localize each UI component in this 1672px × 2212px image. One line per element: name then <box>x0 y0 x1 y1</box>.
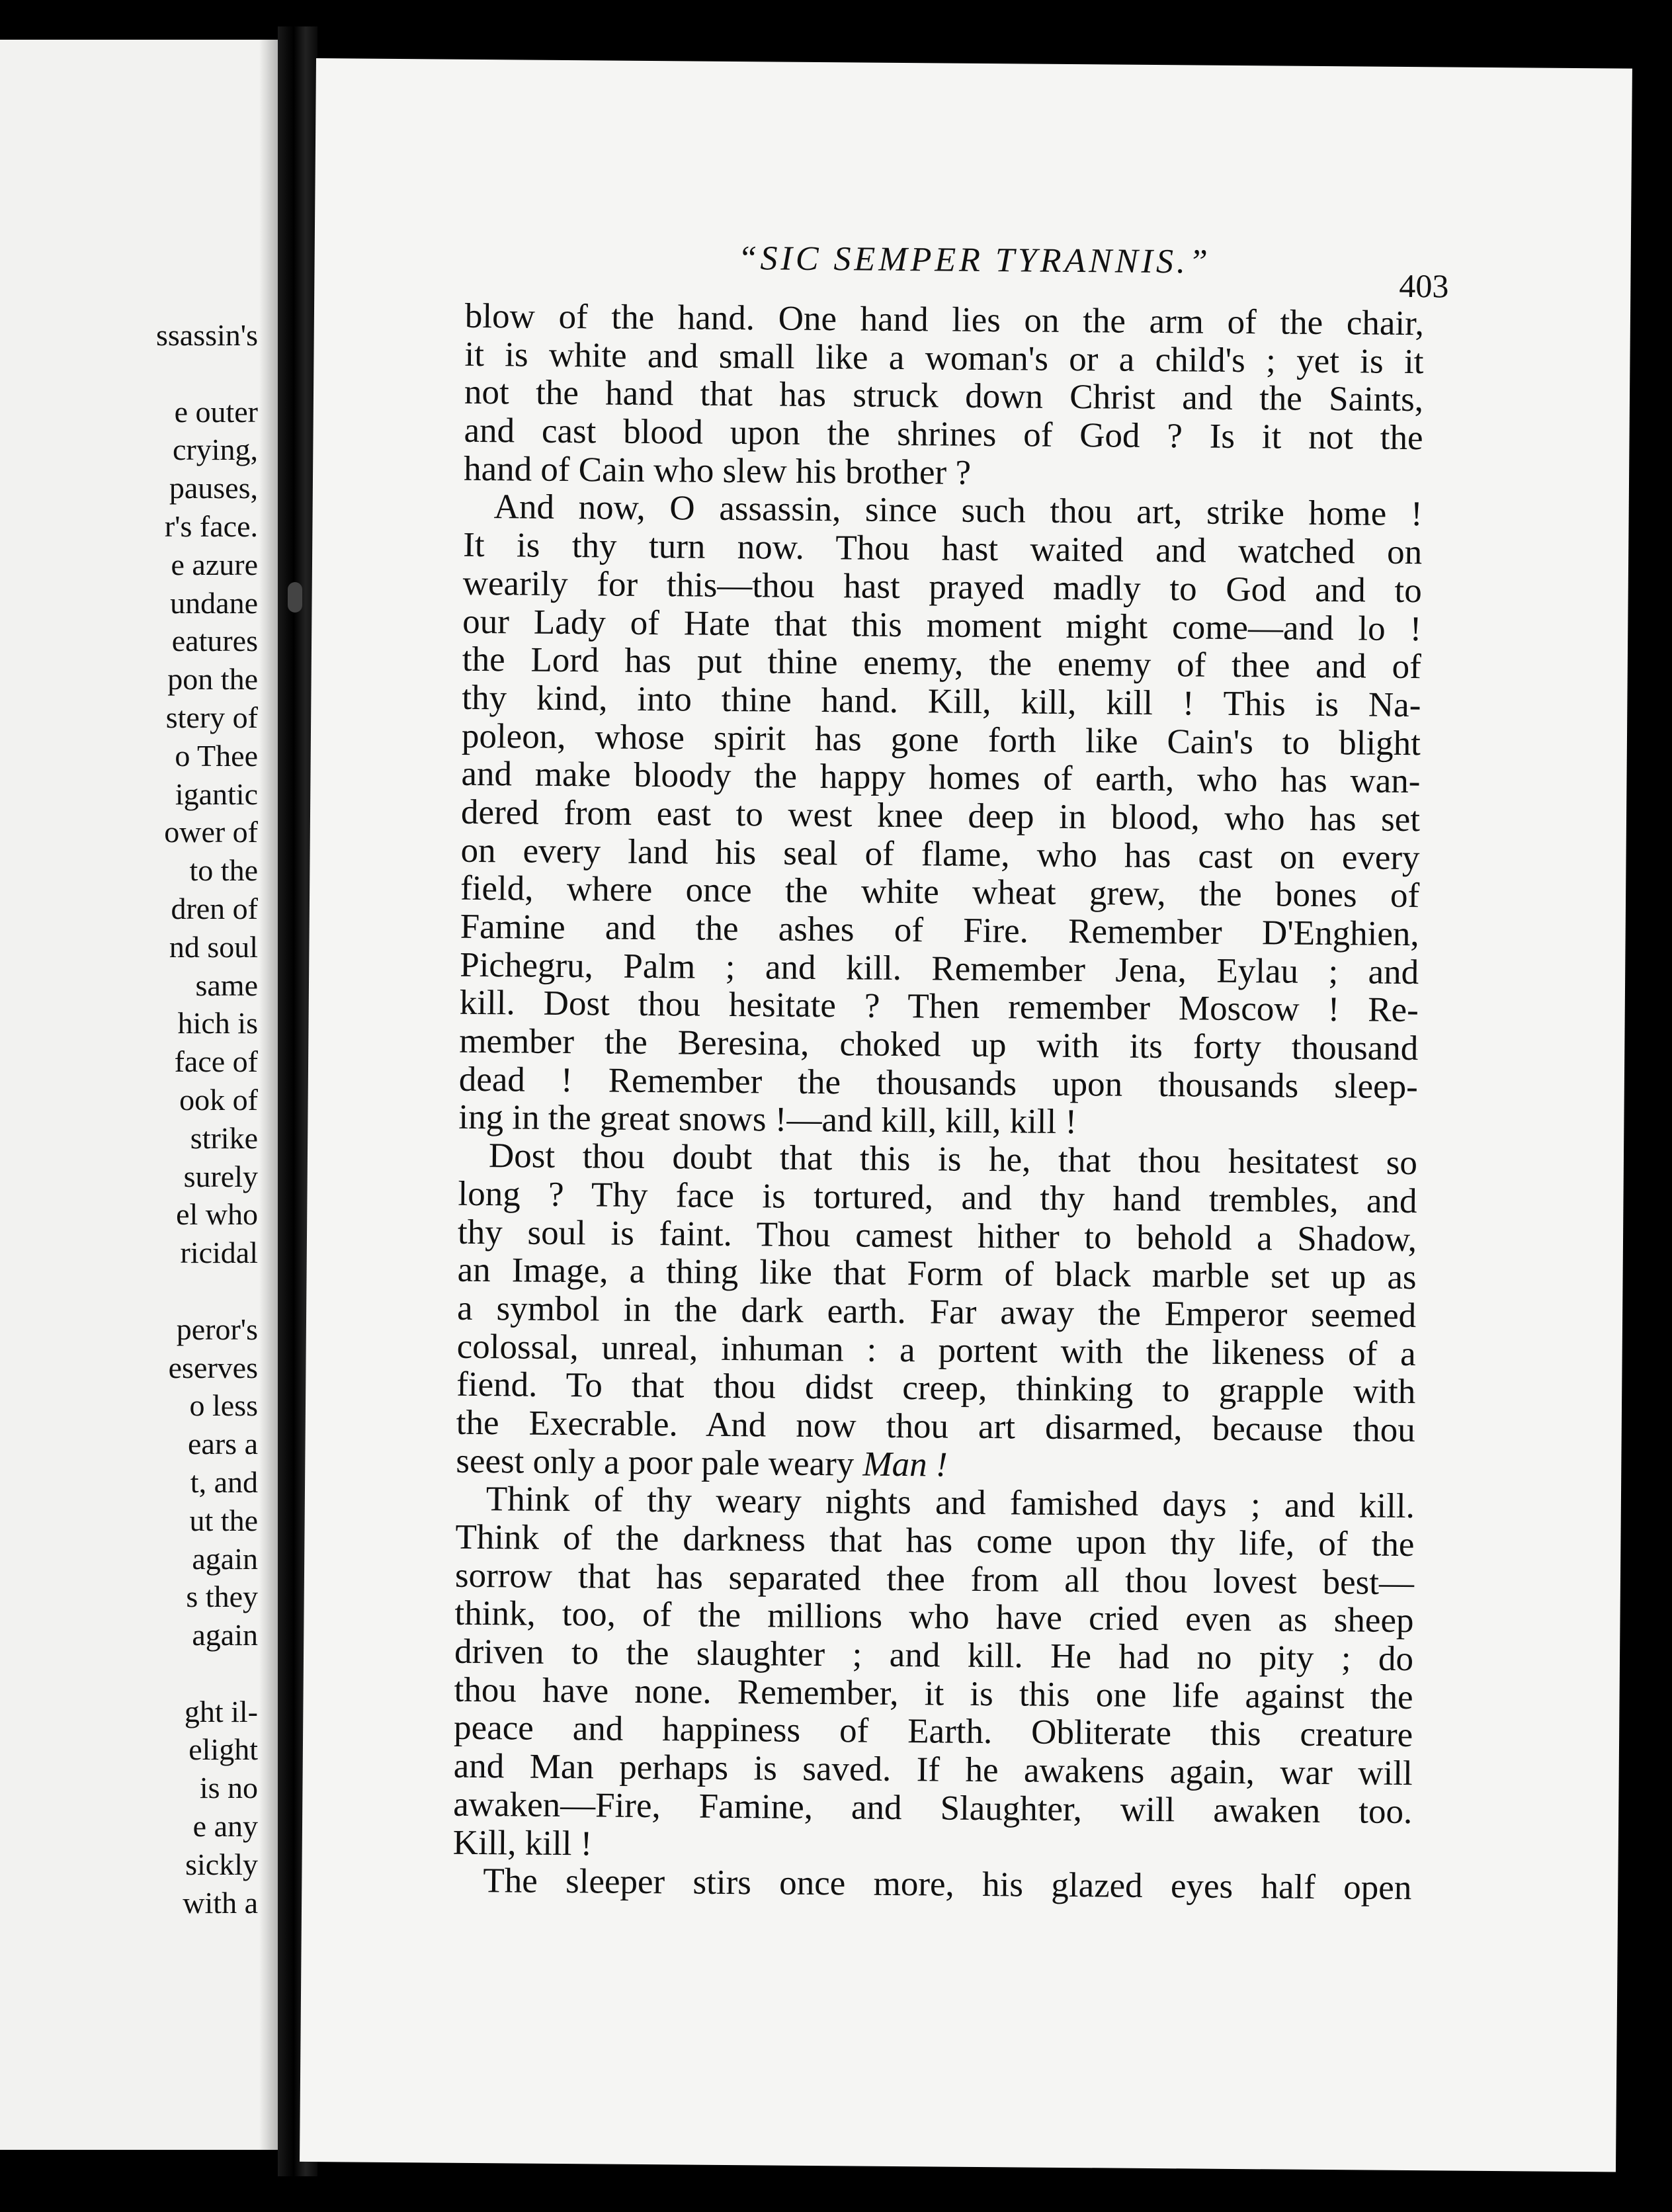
previous-page-line: stery of <box>165 700 258 734</box>
text-line: Pichegru, Palm ; and kill. Remember Jena, Eylau ; and <box>460 945 1419 992</box>
previous-page-line: pauses, <box>169 471 258 505</box>
text-line: field, where once the white wheat grew, the bones of <box>460 869 1420 915</box>
previous-page-text <box>156 316 258 1922</box>
previous-page-line: igantic <box>175 777 258 811</box>
previous-page-line: face of <box>174 1044 258 1079</box>
previous-page-line: dren of <box>171 891 258 925</box>
previous-page-line: t, and <box>190 1465 258 1499</box>
text-line: our Lady of Hate that this moment might come—and lo ! <box>462 602 1422 648</box>
text-line: colossal, unreal, inhuman : a portent with the likeness of a <box>456 1327 1416 1373</box>
current-page <box>300 58 1632 2172</box>
previous-page-line <box>156 1654 258 1693</box>
previous-page-line: pon the <box>167 662 258 697</box>
text-line: the Lord has put thine enemy, the enemy of thee and of <box>462 640 1422 687</box>
text-line: ing in the great snows !—and kill, kill, kill ! <box>458 1098 1077 1142</box>
previous-page-line: ssassin's <box>156 318 258 352</box>
text-line: an Image, a thing like that Form of black marble set up as <box>457 1250 1417 1297</box>
emphasis: Man ! <box>862 1445 948 1484</box>
body-text <box>452 298 1424 1908</box>
text-line: driven to the slaughter ; and kill. He had no pity ; do <box>454 1632 1414 1679</box>
text-line: it is white and small like a woman's or a child's ; yet is it <box>464 335 1424 381</box>
previous-page-line <box>156 1272 258 1310</box>
previous-page-line: again <box>192 1541 258 1576</box>
text-line: on every land his seal of flame, who has cast on every <box>460 831 1420 877</box>
previous-page-line: crying, <box>172 433 258 467</box>
previous-page-line: e any <box>192 1809 258 1844</box>
binding-clip <box>288 582 302 613</box>
text-line: It is thy turn now. Thou hast waited and watched on <box>462 525 1423 572</box>
previous-page-line: is no <box>199 1771 258 1805</box>
previous-page-line: to the <box>189 853 258 888</box>
previous-page-line: elight <box>188 1732 258 1767</box>
previous-page-line: ut the <box>189 1503 258 1537</box>
previous-page-line: with a <box>183 1885 258 1920</box>
previous-page-line: ricidal <box>180 1236 258 1270</box>
text-line: poleon, whose spirit has gone forth like Cain's to blight <box>461 716 1421 763</box>
text-line: a symbol in the dark earth. Far away the Emperor seemed <box>456 1289 1417 1335</box>
previous-page-line: eserves <box>168 1350 258 1384</box>
text-line: dead ! Remember the thousands upon thousands sleep- <box>458 1060 1419 1106</box>
text-line: hand of Cain who slew his brother ? <box>463 449 972 492</box>
previous-page-line: sickly <box>185 1847 258 1881</box>
text-line: kill. Dost thou hesitate ? Then remember Moscow ! Re- <box>459 984 1419 1030</box>
previous-page-line: hich is <box>177 1006 258 1041</box>
text-line: dered from east to west knee deep in blood, who has set <box>460 792 1421 839</box>
previous-page-line: el who <box>176 1197 258 1232</box>
text-line: seest only a poor pale weary Man ! <box>456 1441 948 1484</box>
previous-page-line: s they <box>186 1580 258 1614</box>
text-line: wearily for this—thou hast prayed madly to God and to <box>462 564 1422 610</box>
previous-page-line: ower of <box>164 815 258 849</box>
text-line: and cast blood upon the shrines of God ? Is it not the <box>464 411 1423 458</box>
text-line: not the hand that has struck down Christ and the Saints, <box>464 373 1424 419</box>
page-number: 403 <box>1399 267 1449 305</box>
text-line: thy soul is faint. Thou camest hither to behold a Shadow, <box>457 1212 1417 1259</box>
text-line: thou have none. Remember, it is this one life against the <box>454 1670 1413 1717</box>
previous-page-line: ght il- <box>184 1694 258 1728</box>
previous-page-line <box>156 355 258 393</box>
previous-page-line: surely <box>183 1159 258 1193</box>
text-line: Think of thy weary nights and famished days ; and kill. <box>485 1480 1415 1526</box>
text-line: Dost thou doubt that this is he, that thou hesitatest so <box>488 1136 1418 1183</box>
previous-page-line: peror's <box>176 1312 258 1346</box>
previous-page-line: eatures <box>171 624 258 658</box>
previous-page-line: again <box>192 1618 258 1652</box>
text-line: and make bloody the happy homes of earth, who has wan- <box>461 755 1421 801</box>
previous-page-line: ears a <box>188 1427 258 1461</box>
text-line: And now, O assassin, since such thou art, strike home ! <box>493 488 1423 534</box>
text-line: and Man perhaps is saved. If he awakens again, war will <box>453 1746 1413 1793</box>
text-line: long ? Thy face is tortured, and thy hand trembles, and <box>458 1174 1417 1220</box>
previous-page-line: o less <box>189 1388 258 1423</box>
text-line: The sleeper stirs once more, his glazed eyes half open <box>483 1861 1412 1908</box>
page-shadow <box>259 40 278 2150</box>
text-line: Famine and the ashes of Fire. Remember D'Enghien, <box>460 907 1419 954</box>
text-line: fiend. To that thou didst creep, thinking to grapple with <box>456 1365 1416 1412</box>
text-line: Kill, kill ! <box>452 1823 593 1863</box>
text-line: sorrow that has separated thee from all thou lovest best— <box>454 1556 1415 1602</box>
text-line: blow of the hand. One hand lies on the arm of the chair, <box>464 296 1425 343</box>
previous-page-line: ook of <box>179 1082 258 1117</box>
previous-page-line: strike <box>190 1121 258 1155</box>
previous-page-line: r's face. <box>164 509 258 543</box>
text-line: think, too, of the millions who have cried even as sheep <box>454 1594 1414 1640</box>
text-line: Think of the darkness that has come upon thy life, of the <box>455 1517 1415 1564</box>
text-line: the Execrable. And now thou art disarmed, because thou <box>456 1403 1415 1450</box>
previous-page-line: e outer <box>174 394 258 429</box>
previous-page <box>0 40 278 2150</box>
previous-page-line: same <box>195 968 258 1002</box>
running-head: “SIC SEMPER TYRANNIS.” <box>737 239 1212 281</box>
text-line: member the Beresina, choked up with its forty thousand <box>459 1021 1419 1068</box>
previous-page-line: o Thee <box>175 738 258 773</box>
text-line: thy kind, into thine hand. Kill, kill, kill ! This is Na- <box>462 678 1421 725</box>
previous-page-line: undane <box>170 585 258 620</box>
previous-page-line: nd soul <box>169 929 258 964</box>
previous-page-line: e azure <box>171 547 258 581</box>
text-line: peace and happiness of Earth. Obliterate this creature <box>453 1709 1413 1755</box>
text-line: awaken—Fire, Famine, and Slaughter, will awaken too. <box>453 1785 1413 1831</box>
